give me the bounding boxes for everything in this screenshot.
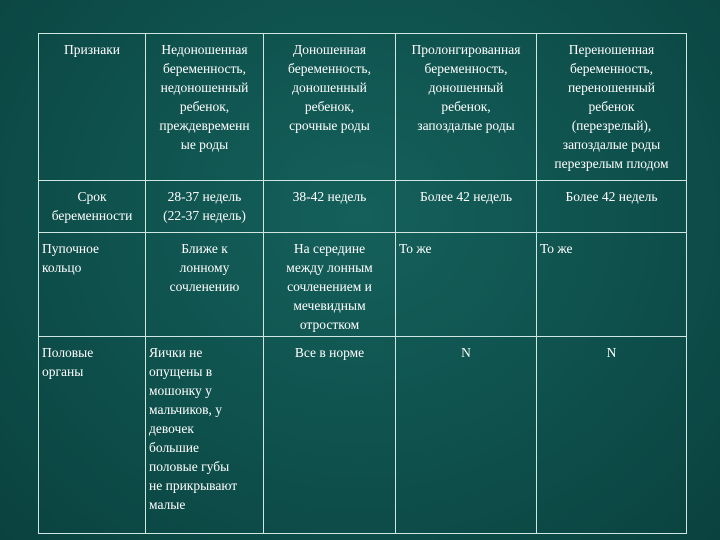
table-row bbox=[39, 233, 687, 337]
cell-text: Более 42 недель bbox=[419, 189, 513, 204]
table-cell bbox=[264, 337, 396, 534]
header-cell-text: Недоношенная беременность, недоношенный ребенок, преждевременн ые роды bbox=[159, 42, 250, 152]
comparison-table bbox=[38, 33, 687, 534]
cell-text: Более 42 недель bbox=[565, 189, 658, 204]
cell-text: 28-37 недель (22-37 недель) bbox=[163, 189, 246, 223]
cell-text: То же bbox=[399, 241, 432, 256]
cell-text: Половые органы bbox=[42, 345, 94, 379]
cell-text: Пупочное кольцо bbox=[42, 241, 100, 275]
header-cell-prolonged bbox=[396, 34, 537, 181]
table-cell bbox=[146, 337, 264, 534]
table-cell bbox=[146, 233, 264, 337]
header-cell-text: Признаки bbox=[63, 42, 121, 57]
cell-text: Все в норме bbox=[294, 345, 365, 360]
row-label-cell bbox=[39, 337, 146, 534]
row-label-cell bbox=[39, 181, 146, 233]
cell-text: N bbox=[461, 345, 471, 360]
table-header-row bbox=[39, 34, 687, 181]
table-cell bbox=[396, 181, 537, 233]
table-cell bbox=[396, 337, 537, 534]
cell-text: То же bbox=[540, 241, 573, 256]
header-cell-text: Переношенная беременность, переношенный ребенок (перезрелый), запоздалые роды перезрелым плодом bbox=[554, 42, 669, 171]
header-cell-feature bbox=[39, 34, 146, 181]
cell-text: N bbox=[606, 345, 617, 360]
header-cell-text: Доношенная беременность, доношенный ребенок, срочные роды bbox=[288, 42, 371, 133]
table-cell bbox=[396, 233, 537, 337]
table-cell bbox=[264, 233, 396, 337]
cell-text: На середине между лонным сочленением и мечевидным отростком bbox=[286, 241, 373, 332]
table-cell bbox=[264, 181, 396, 233]
table-cell bbox=[537, 233, 687, 337]
table-row bbox=[39, 337, 687, 534]
header-cell-preterm bbox=[146, 34, 264, 181]
cell-text: Ближе к лонному сочленению bbox=[169, 241, 240, 294]
header-cell-text: Пролонгированная беременность, доношенный ребенок, запоздалые роды bbox=[411, 42, 521, 133]
row-label-cell bbox=[39, 233, 146, 337]
cell-text: Яички не опущены в мошонку у мальчиков, у девочек большие половые губы не прикрывают малые bbox=[149, 345, 238, 512]
cell-text: Срок беременности bbox=[51, 189, 133, 223]
table-cell bbox=[537, 181, 687, 233]
cell-text: 38-42 недель bbox=[292, 189, 367, 204]
header-cell-postterm bbox=[537, 34, 687, 181]
table-cell bbox=[146, 181, 264, 233]
table-row bbox=[39, 181, 687, 233]
header-cell-term bbox=[264, 34, 396, 181]
table-cell bbox=[537, 337, 687, 534]
